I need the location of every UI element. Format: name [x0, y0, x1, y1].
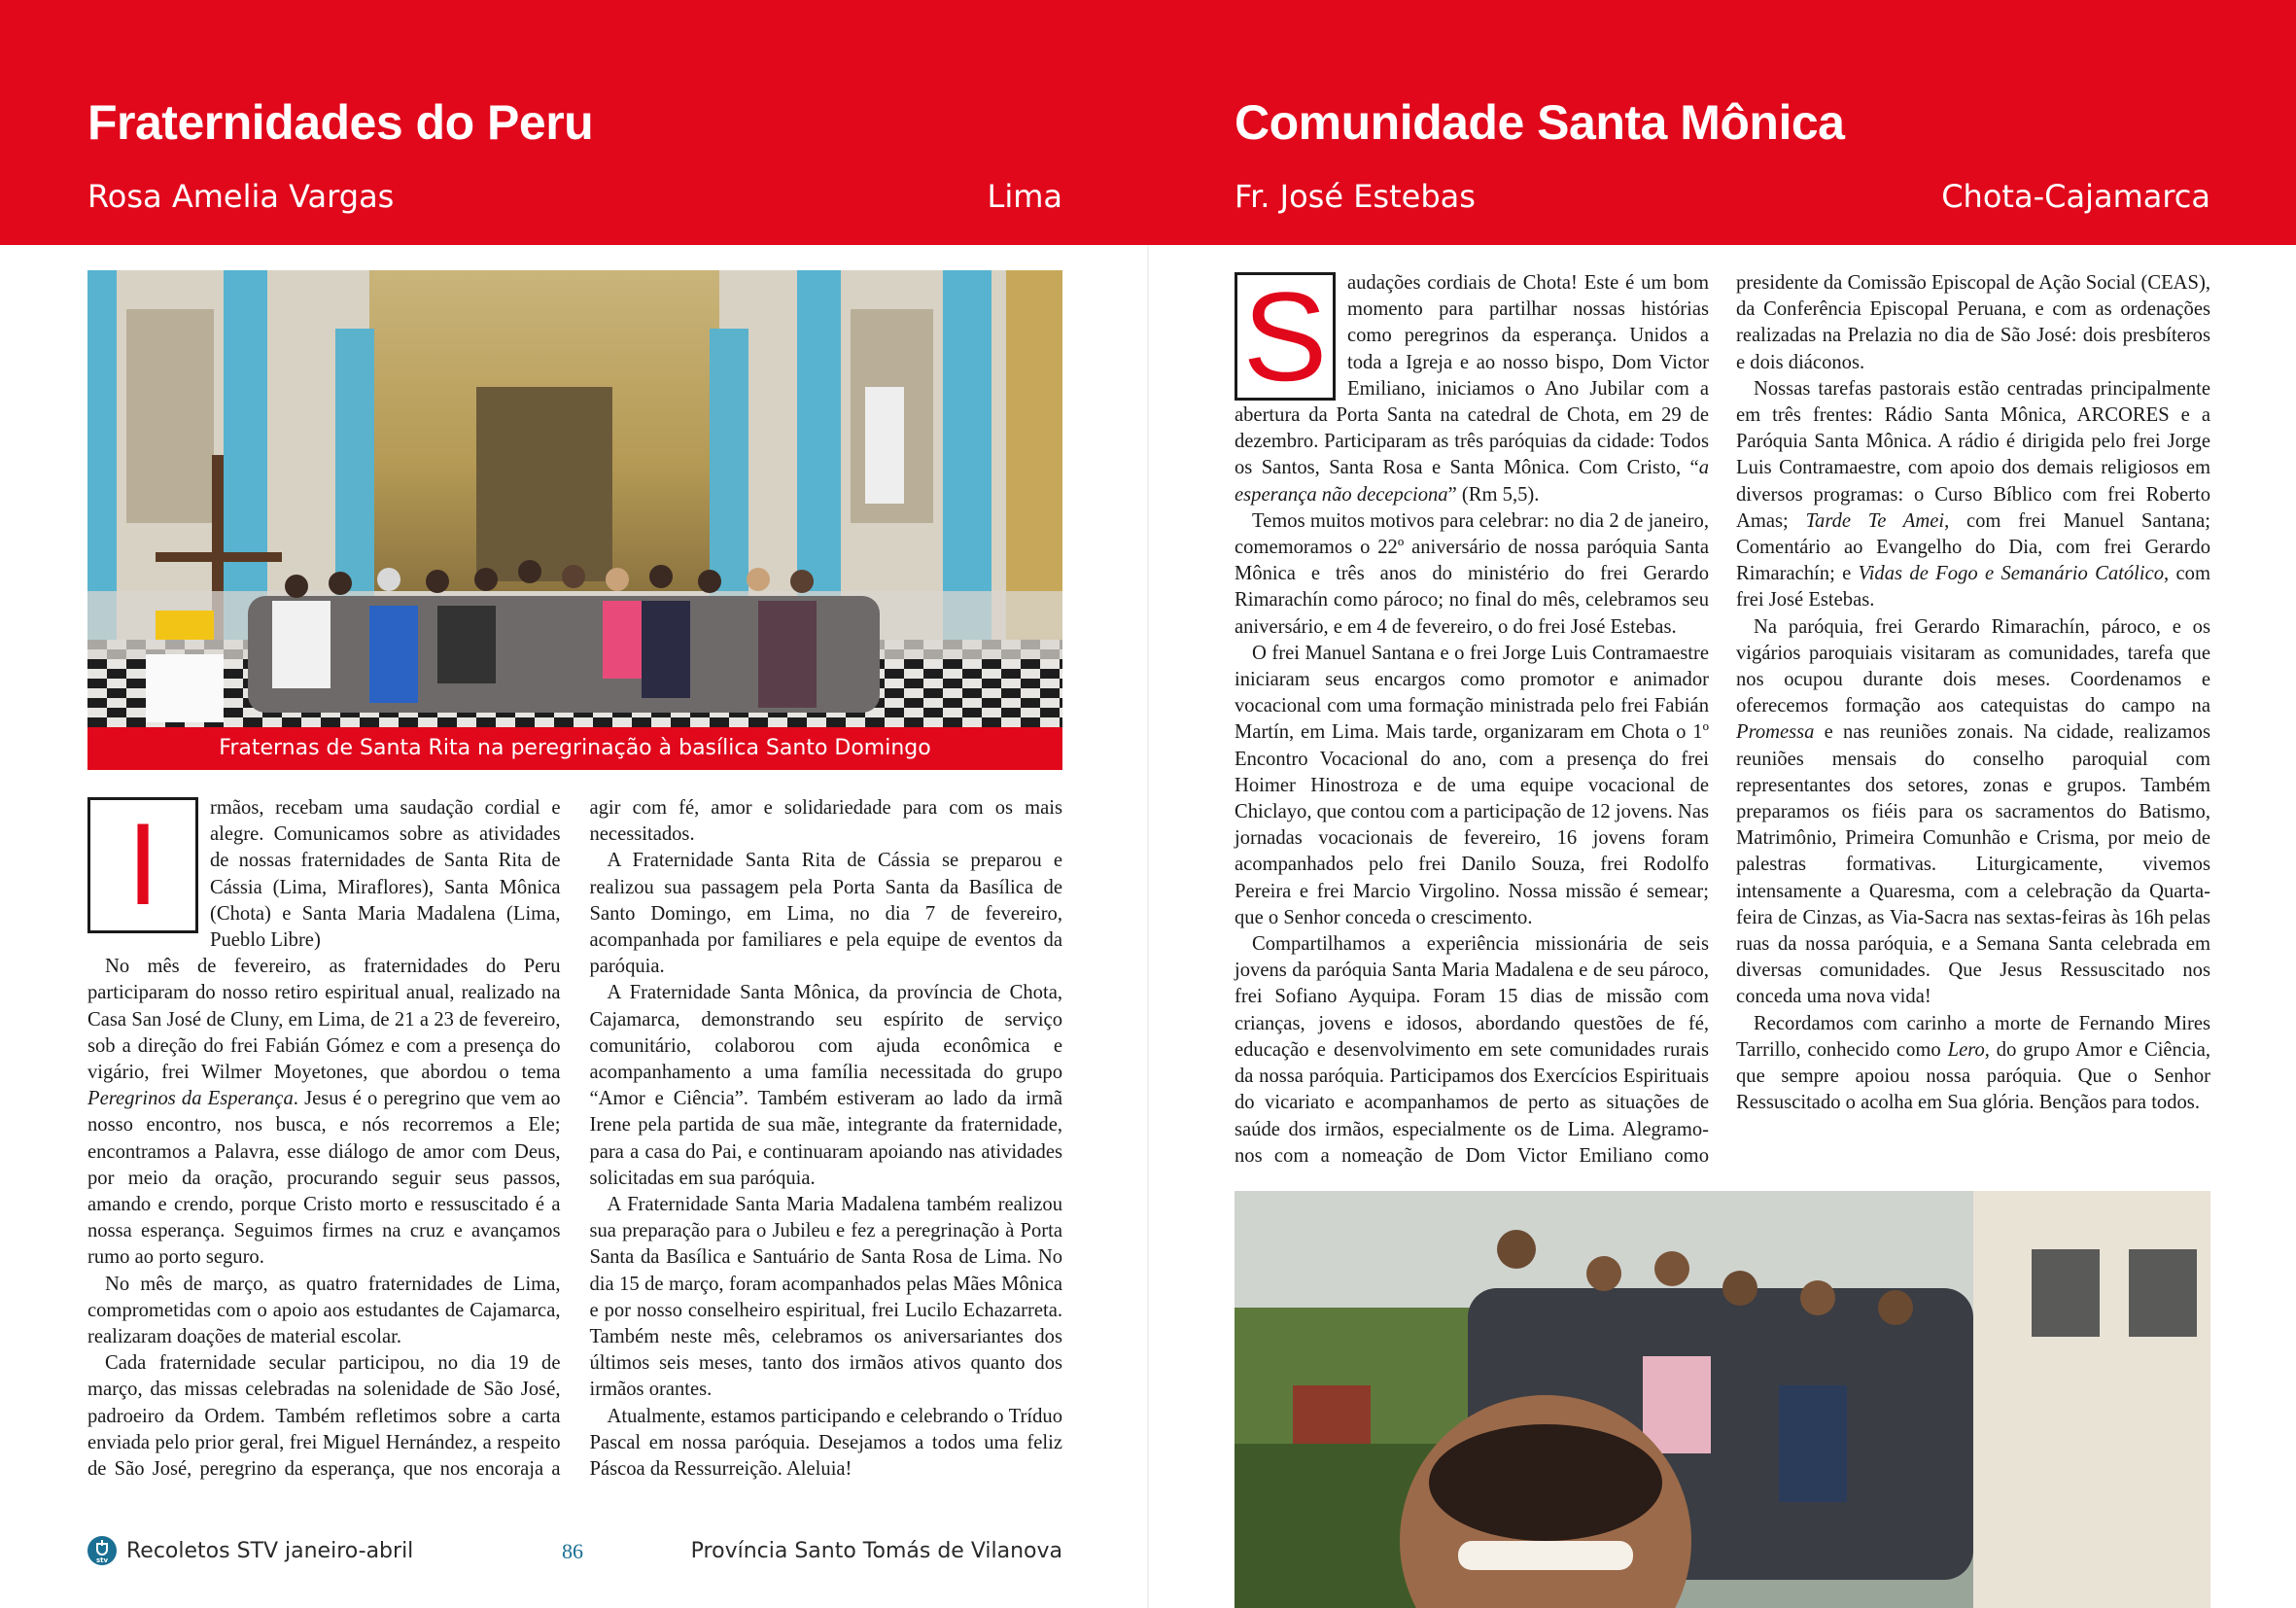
paragraph-text: No mês de fevereiro, as fraternidades do Peru participaram do nosso retiro espiritual anual, realizado na Casa San José de Cluny, em Lima, de 21 a 23 de fevereiro, sob a direção do frei Fabián Gómez e com a presença do vigário, frei Wilmer Moyetones, que abordou o tema	[87, 956, 561, 1084]
italic-nickname: Lero	[1947, 1038, 1985, 1061]
footer-province: Província Santo Tomás de Vilanova	[690, 1539, 1062, 1563]
italic-term: Promessa	[1736, 721, 1815, 744]
paragraph: A Fraternidade Santa Mônica, da província de Chota, Cajamarca, demonstrando seu espírito de serviço comunitário, colaborou com ajuda econômica e acompanhamento a uma família necessitada do grupo “Amor e Ciência”. Também estiveram ao lado da irmã Irene pela partida de sua mãe, integrante da fraternidade, para a casa do Pai, e continuaram apoiando nas atividades solicitadas em sua paróquia.	[589, 982, 1062, 1189]
left-article-author: Rosa Amelia Vargas	[87, 178, 395, 215]
paragraph: No mês de março, as quatro fraternidades de Lima, comprometidas com o apoio aos estudantes de Cajamarca, realizaram doações de material escolar.	[87, 1273, 561, 1348]
paragraph	[1235, 265, 1709, 508]
right-article-title: Comunidade Santa Mônica	[1235, 95, 1845, 150]
stv-logo-glyph	[87, 1536, 117, 1565]
page-gutter	[1147, 245, 1149, 1608]
paragraph	[1736, 614, 2210, 1011]
paragraph-text: audações cordiais de Chota! Este é um bom momento para partilhar nossas histórias como peregrinos da esperança. Unidos a toda a Igreja e ao nosso bispo, Dom Victor Emiliano, iniciamos o Ano Jubilar com a abertura da Porta Santa na catedral de Chota, em 29 de dezembro. Participaram as três paróquias da cidade: Todos os Santos, Santa Rosa e Santa Mônica. Com Cristo, “	[1235, 272, 1709, 479]
left-article-body	[87, 795, 1062, 1515]
right-article-author: Fr. José Estebas	[1235, 178, 1476, 215]
paragraph-text: rmãos, recebam uma saudação cordial e alegre. Comunicamos sobre as atividades de nossas fraternidades de Santa Rita de Cássia (Lima, Miraflores), Santa Mônica (Chota) e Santa Maria Madalena (Lima, Pueblo Libre)	[210, 797, 561, 952]
italic-program: Vidas de Fogo e Semanário Católico	[1858, 563, 2165, 585]
paragraph	[1736, 376, 2210, 614]
italic-title: Peregrinos da Esperança	[87, 1088, 294, 1110]
paragraph: A Fraternidade Santa Rita de Cássia se preparou e realizou sua passagem pela Porta Santa da Basílica de Santo Domingo, em Lima, no dia 7 de fevereiro, acompanhada por familiares e pela equipe de eventos da paróquia.	[589, 850, 1062, 978]
paragraph: A Fraternidade Santa Maria Madalena também realizou sua preparação para o Jubileu e fez a peregrinação à Porta Santa da Basílica e Santuário de Santa Rosa de Lima. No dia 15 de março, foram acompanhados pelas Mães Mônica e por nosso conselheiro espiritual, frei Lucilo Echazarreta. Também neste mês, celebramos os aniversariantes dos últimos seis meses, tanto dos irmãos ativos quanto dos irmãos orantes.	[589, 1194, 1062, 1401]
paragraph	[87, 954, 561, 1271]
paragraph-text: ” (Rm 5,5).	[1447, 483, 1540, 506]
paragraph-text: , do grupo Amor e Ciência, que sempre apoiou nossa paróquia. Que o Senhor Ressuscitado o acolha em Sua glória. Bençãos para todos.	[1736, 1038, 2210, 1114]
youth-group-selfie-image	[1235, 1191, 2210, 1608]
stv-logo-icon	[87, 1536, 117, 1565]
paragraph-text: Nossas tarefas pastorais estão centradas principalmente em três frentes: Rádio Santa Mônica, ARCORES e a Paróquia Santa Mônica. A rádio é dirigida pelo frei Jorge Luis Contramaestre, com apoio dos demais religiosos em diversos programas: o Curso Bíblico com frei Roberto Amas;	[1736, 377, 2210, 532]
youth-group-selfie-photo	[1235, 1191, 2210, 1608]
photo-caption: Fraternas de Santa Rita na peregrinação à basílica Santo Domingo	[87, 727, 1062, 770]
paragraph	[87, 795, 561, 954]
paragraph	[1736, 1011, 2210, 1117]
left-article-title: Fraternidades do Peru	[87, 95, 594, 150]
footer-magazine: Recoletos STV janeiro-abril	[126, 1539, 414, 1563]
dropcap-i: I	[87, 797, 198, 933]
paragraph: Temos muitos motivos para celebrar: no dia 2 de janeiro, comemoramos o 22º aniversário de nossa paróquia Santa Mônica e três anos do ministério do frei Gerardo Rimarachín como pároco; no final do mês, celebramos seu aniversário, e em 4 de fevereiro, o do frei José Estebas.	[1235, 509, 1709, 638]
paragraph-text: , com frei José Estebas.	[1736, 563, 2210, 612]
paragraph-text: . Jesus é o peregrino que vem ao nosso encontro, nos busca, e nós recorremos a Ele; encontramos a Palavra, esse diálogo de amor com Deus, por meio da oração, procurando seguir seus passos, amando e crendo, porque Cristo morto e ressuscitado é a nossa esperança. Seguimos firmes na cruz e avançamos rumo ao porto seguro.	[87, 1088, 561, 1269]
page-number: 86	[562, 1539, 583, 1563]
right-article-location: Chota-Cajamarca	[1941, 178, 2210, 215]
dropcap-s: S	[1235, 272, 1336, 401]
basilica-group-photo-image	[87, 270, 1062, 727]
paragraph-text: Na paróquia, frei Gerardo Rimarachín, pároco, e os vigários paroquiais visitaram as comunidades, tarefa que nos ocupou durante dois meses. Coordenamos e oferecemos formação aos catequistas do campo na	[1736, 615, 2210, 717]
paragraph: Compartilhamos a experiência missionária de seis jovens da paróquia Santa Maria Madalena e de seu pároco, frei Sofiano Ayquipa. Foram 15 dias de missão com crianças, jovens e idosos, abordando questões de fé, educação e desenvolvimento em sete comunidades rurais da nossa paróquia. Participamos dos Exercícios Espirituais do vicariato e acompanhamos de perto as situações de saúde dos irmãos, especialmente os de Lima. Alegramo-nos com a nomeação de Dom Victor Emiliano como presidente da Comissão Episcopal de Ação Social (CEAS), da Conferência Episcopal Peruana, e com as ordenações realizadas na Prelazia no dia de São José: dois presbíteros e dois diáconos.	[1235, 272, 2210, 1167]
paragraph-text: e nas reuniões zonais. Na cidade, realizamos reuniões mensais do conselho paroquial com representantes dos setores, zonas e grupos. Também preparamos os fiéis para os sacramentos do Batismo, Matrimônio, Primeira Comunhão e Crisma, por meio de palestras formativas. Liturgicamente, vivemos intensamente a Quaresma, com a celebração da Quarta-feira de Cinzas, as Via-Sacra nas sextas-feiras às 16h pelas ruas da nossa paróquia, e a Semana Santa celebrada em diversas comunidades. Que Jesus Ressuscitado nos conceda uma nova vida!	[1736, 721, 2210, 1008]
right-article-body	[1235, 265, 2210, 1174]
logo-text: stv	[95, 1556, 109, 1564]
page-header-band	[0, 0, 2296, 245]
paragraph: Cada fraternidade secular participou, no dia 19 de março, das missas celebradas na solenidade de São José, padroeiro da Ordem. Também refletimos sobre a carta enviada pelo prior geral, frei Miguel Hernández, a respeito de São José, peregrino da esperança, que nos encoraja a agir com fé, amor e solidariedade para com os mais necessitados.	[87, 797, 1062, 1481]
left-article-location: Lima	[987, 178, 1062, 215]
italic-program: Tarde Te Amei	[1805, 509, 1945, 532]
paragraph: O frei Manuel Santana e o frei Jorge Luis Contramaestre iniciaram seus encargos como promotor e animador vocacional com uma formação ministrada pelo frei Fabián Martín, em Lima. Mais tarde, organizaram em Chota o 1º Encontro Vocacional do ano, com a presença do frei Hoimer Hinostroza e de uma equipe vocacional de Chiclayo, que contou com a participação de 12 jovens. Nas jornadas vocacionais de fevereiro, 16 jovens foram acompanhados pelo frei Danilo Souza, frei Rodolfo Pereira e frei Marcio Virgolino. Nossa missão é semear; que o Senhor conceda o crescimento.	[1235, 642, 1709, 928]
italic-quote: a esperança não decepciona	[1235, 457, 1709, 506]
paragraph-text: , com frei Manuel Santana; Comentário ao Evangelho do Dia, com frei Gerardo Rimarachín; e	[1736, 509, 2210, 585]
basilica-group-photo	[87, 270, 1062, 727]
paragraph: Atualmente, estamos participando e celebrando o Tríduo Pascal em nossa paróquia. Desejamos a todos uma feliz Páscoa da Ressurreição. Aleluia!	[589, 1405, 1062, 1481]
paragraph-text: Recordamos com carinho a morte de Fernando Mires Tarrillo, conhecido como	[1736, 1012, 2210, 1061]
